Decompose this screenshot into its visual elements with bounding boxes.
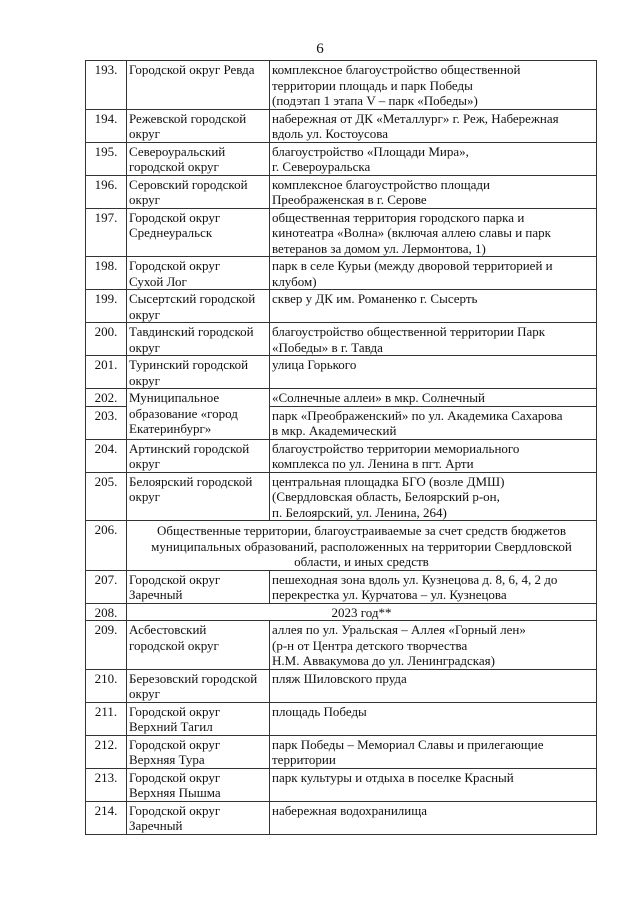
- row-number: 205.: [86, 472, 127, 521]
- territory-cell: [270, 472, 597, 521]
- territory-cell-line: парк в селе Курьи (между дворовой территорией и: [272, 258, 553, 273]
- municipality-cell: [127, 257, 270, 290]
- row-number: 196.: [86, 175, 127, 208]
- row-number: 194.: [86, 109, 127, 142]
- municipality-cell: [127, 735, 270, 768]
- territory-cell: [270, 257, 597, 290]
- territory-cell-line: (р-н от Центра детского творчества: [272, 637, 468, 653]
- table-row: [86, 621, 597, 670]
- table-row: [86, 323, 597, 356]
- municipality-cell-line: Верхняя Тура: [129, 752, 205, 767]
- territory-cell-line: ветеранов за домом ул. Лермонтова, 1): [272, 240, 486, 256]
- territory-cell: [270, 142, 597, 175]
- municipality-cell-line: Городской округ: [129, 769, 221, 785]
- municipality-cell: [127, 801, 270, 834]
- row-number: 206.: [86, 521, 127, 571]
- territory-cell-line: площадь Победы: [272, 703, 367, 719]
- section-heading-line: муниципальных образований, расположенных на территории Свердловской: [151, 538, 572, 554]
- municipality-cell-line: Сухой Лог: [129, 273, 187, 289]
- municipality-cell: [127, 439, 270, 472]
- territory-cell: [270, 109, 597, 142]
- territory-cell-line: пляж Шиловского пруда: [272, 670, 407, 686]
- table-row: [86, 257, 597, 290]
- territory-cell-line: благоустройство территории мемориального: [272, 440, 520, 456]
- territory-cell-line: улица Горького: [272, 357, 357, 372]
- territory-cell-line: п. Белоярский, ул. Ленина, 264): [272, 504, 447, 520]
- municipality-cell-line: округ: [129, 372, 160, 388]
- municipality-cell-line: Екатеринбург»: [129, 421, 212, 436]
- territory-cell: [270, 801, 597, 834]
- row-number: 204.: [86, 439, 127, 472]
- territory-cell: [270, 208, 597, 257]
- territory-cell-line: клубом): [272, 273, 317, 289]
- table-body: [86, 61, 597, 835]
- territory-cell-line: комплекса по ул. Ленина в пгт. Арти: [272, 456, 474, 471]
- territory-cell: [270, 570, 597, 603]
- territory-cell: [270, 406, 597, 439]
- municipality-cell-line: Сысертский городской: [129, 291, 256, 306]
- territory-cell: [270, 768, 597, 801]
- table-row: [86, 175, 597, 208]
- territory-cell: [270, 389, 597, 407]
- row-number: 202.: [86, 389, 127, 407]
- row-number: 199.: [86, 290, 127, 323]
- table-row: [86, 389, 597, 407]
- territory-cell-line: сквер у ДК им. Романенко г. Сысерть: [272, 291, 478, 306]
- municipality-cell: [127, 621, 270, 670]
- municipality-cell: [127, 389, 270, 440]
- table-row: [86, 208, 597, 257]
- municipality-cell-line: Серовский городской: [129, 176, 248, 192]
- municipality-cell-line: округ: [129, 489, 160, 504]
- municipality-cell-line: Городской округ Ревда: [129, 62, 255, 77]
- territory-cell: [270, 323, 597, 356]
- section-heading: [127, 521, 597, 571]
- municipality-cell-line: Городской округ: [129, 209, 221, 225]
- territory-cell-line: пешеходная зона вдоль ул. Кузнецова д. 8, 6, 4, 2 до: [272, 571, 558, 587]
- municipality-cell-line: образование «город: [129, 405, 238, 421]
- municipality-cell-line: Городской округ: [129, 258, 221, 273]
- municipality-cell-line: Асбестовский: [129, 622, 207, 637]
- table-row: [86, 801, 597, 834]
- row-number: 213.: [86, 768, 127, 801]
- municipality-cell-line: Режевской городской: [129, 110, 247, 126]
- table-row: [86, 669, 597, 702]
- territory-cell: [270, 175, 597, 208]
- territory-cell-line: центральная площадка БГО (возле ДМШ): [272, 473, 505, 489]
- municipality-cell-line: Туринский городской: [129, 357, 249, 372]
- municipality-cell-line: Белоярский городской: [129, 473, 253, 489]
- territory-cell-line: «Солнечные аллеи» в мкр. Солнечный: [272, 390, 485, 405]
- municipality-cell-line: Заречный: [129, 818, 183, 833]
- municipality-cell: [127, 61, 270, 110]
- territory-cell-line: «Победы» в г. Тавда: [272, 339, 383, 355]
- territory-cell-line: вдоль ул. Костоусова: [272, 126, 388, 141]
- territory-cell-line: аллея по ул. Уральская – Аллея «Горный лен»: [272, 622, 526, 637]
- municipality-cell-line: округ: [129, 126, 160, 141]
- municipality-cell-line: Тавдинский городской: [129, 324, 254, 339]
- territory-cell-line: (подэтап 1 этапа V – парк «Победы»): [272, 93, 478, 108]
- municipality-cell-line: Городской округ: [129, 571, 221, 587]
- territory-cell-line: в мкр. Академический: [272, 423, 397, 438]
- public-territories-table: [85, 60, 597, 835]
- table-row: [86, 768, 597, 801]
- municipality-cell-line: Городской округ: [129, 736, 221, 752]
- territory-cell-line: г. Североуральска: [272, 159, 371, 174]
- territory-cell-line: кинотеатра «Волна» (включая аллею славы и парк: [272, 225, 551, 240]
- territory-cell: [270, 669, 597, 702]
- territory-cell: [270, 356, 597, 389]
- table-row: [86, 735, 597, 768]
- municipality-cell-line: городской округ: [129, 159, 219, 174]
- table-row: [86, 702, 597, 735]
- municipality-cell: [127, 669, 270, 702]
- row-number: 193.: [86, 61, 127, 110]
- municipality-cell: [127, 175, 270, 208]
- table-row: [86, 290, 597, 323]
- row-number: 198.: [86, 257, 127, 290]
- municipality-cell-line: Заречный: [129, 587, 183, 602]
- row-number: 201.: [86, 356, 127, 389]
- territory-cell-line: (Свердловская область, Белоярский р-он,: [272, 489, 500, 504]
- territory-cell: [270, 735, 597, 768]
- row-number: 195.: [86, 142, 127, 175]
- territory-cell-line: территории: [272, 752, 336, 767]
- territory-cell-line: перекрестка ул. Курчатова – ул. Кузнецова: [272, 587, 507, 602]
- municipality-cell-line: Городской округ: [129, 703, 221, 719]
- territory-cell-line: комплексное благоустройство общественной: [272, 62, 521, 77]
- municipality-cell: [127, 290, 270, 323]
- row-number: 210.: [86, 669, 127, 702]
- municipality-cell: [127, 208, 270, 257]
- territory-cell-line: парк культуры и отдыха в поселке Красный: [272, 769, 514, 785]
- municipality-cell: [127, 702, 270, 735]
- municipality-cell-line: городской округ: [129, 637, 219, 653]
- territory-cell-line: парк Победы – Мемориал Славы и прилегающие: [272, 736, 544, 752]
- municipality-cell: [127, 109, 270, 142]
- municipality-cell-line: Березовский городской: [129, 670, 258, 686]
- table-row: [86, 439, 597, 472]
- territory-cell-line: благоустройство «Площади Мира»,: [272, 143, 469, 159]
- territory-cell-line: территории площадь и парк Победы: [272, 77, 473, 93]
- municipality-cell: [127, 142, 270, 175]
- territory-cell-line: комплексное благоустройство площади: [272, 176, 490, 192]
- municipality-cell-line: Североуральский: [129, 143, 226, 159]
- row-number: 207.: [86, 570, 127, 603]
- territory-cell-line: набережная от ДК «Металлург» г. Реж, Набережная: [272, 110, 559, 126]
- territory-cell-line: парк «Преображенский» по ул. Академика Сахарова: [272, 407, 563, 423]
- territory-cell-line: Н.М. Аввакумова до ул. Ленинградская): [272, 653, 495, 668]
- table-row: [86, 472, 597, 521]
- row-number: 211.: [86, 702, 127, 735]
- municipality-cell-line: округ: [129, 686, 160, 701]
- row-number: 209.: [86, 621, 127, 670]
- municipality-cell: [127, 472, 270, 521]
- territory-cell: [270, 702, 597, 735]
- table-row: [86, 356, 597, 389]
- municipality-cell: [127, 356, 270, 389]
- municipality-cell-line: округ: [129, 306, 160, 322]
- municipality-cell: [127, 768, 270, 801]
- municipality-cell-line: Городской округ: [129, 802, 221, 818]
- table-row: [86, 61, 597, 110]
- section-heading-line: Общественные территории, благоустраиваемые за счет средств бюджетов: [156, 523, 566, 538]
- row-number: 212.: [86, 735, 127, 768]
- territory-cell-line: Преображенская в г. Серове: [272, 192, 427, 207]
- row-number: 203.: [86, 406, 127, 439]
- territory-cell: [270, 439, 597, 472]
- row-number: 214.: [86, 801, 127, 834]
- section-heading-line: области, и иных средств: [294, 554, 429, 569]
- territory-cell-line: общественная территория городского парка и: [272, 209, 525, 225]
- year-heading: 2023 год**: [127, 603, 597, 621]
- municipality-cell: [127, 570, 270, 603]
- municipality-cell-line: Муниципальное: [129, 390, 220, 405]
- table-row: [86, 570, 597, 603]
- municipality-cell-line: Верхняя Пышма: [129, 785, 221, 800]
- section-row: [86, 521, 597, 571]
- territory-cell-line: набережная водохранилища: [272, 802, 428, 818]
- row-number: 200.: [86, 323, 127, 356]
- year-row: [86, 603, 597, 621]
- municipality-cell-line: Артинский городской: [129, 440, 250, 456]
- municipality-cell: [127, 323, 270, 356]
- table-row: [86, 109, 597, 142]
- municipality-cell-line: округ: [129, 192, 160, 207]
- territory-cell: [270, 621, 597, 670]
- territory-cell: [270, 290, 597, 323]
- table-row: [86, 142, 597, 175]
- municipality-cell-line: округ: [129, 339, 160, 355]
- row-number: 197.: [86, 208, 127, 257]
- territory-cell: [270, 61, 597, 110]
- municipality-cell-line: Верхний Тагил: [129, 719, 213, 734]
- municipality-cell-line: Среднеуральск: [129, 225, 213, 240]
- territory-cell-line: благоустройство общественной территории Парк: [272, 324, 546, 339]
- row-number: 208.: [86, 603, 127, 621]
- page-number: 6: [316, 41, 324, 57]
- municipality-cell-line: округ: [129, 456, 160, 471]
